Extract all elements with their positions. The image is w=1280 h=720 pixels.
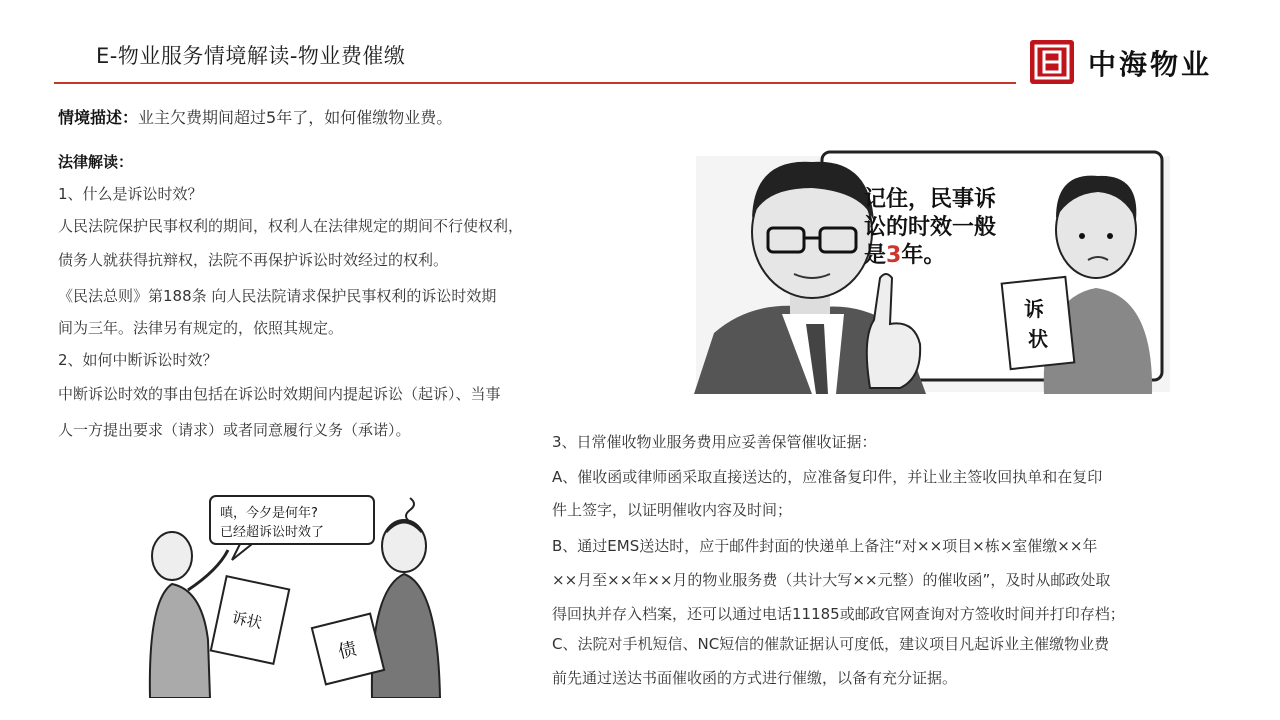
scenario-label: 情境描述： <box>58 108 139 127</box>
complaint-document <box>1002 277 1075 369</box>
scenario-text: 业主欠费期间超过5年了，如何催缴物业费。 <box>138 108 453 127</box>
document-char: 状 <box>1028 327 1048 351</box>
company-logo <box>1030 38 1250 86</box>
question-1: 1、什么是诉讼时效？ <box>58 185 203 203</box>
page-title: E-物业服务情境解读-物业费催缴 <box>96 44 406 68</box>
section-3-line: A、催收函或律师函采取直接送达的，应准备复印件，并让业主签收回执单和在复印 <box>552 468 1103 486</box>
scenario-line <box>58 108 452 128</box>
section-3-line: 前先通过送达书面催收函的方式进行催缴，以备有充分证据。 <box>552 669 958 687</box>
section-3-line: 得回执并存入档案，还可以通过电话11185或邮政官网查询对方签收时间并打印存档； <box>552 605 1125 623</box>
question-2: 2、如何中断诉讼时效？ <box>58 351 218 369</box>
bubble-highlight-number: 3 <box>886 243 902 268</box>
confusion-squiggle-icon <box>406 498 414 522</box>
answer-2-line: 人一方提出要求（请求）或者同意履行义务（承诺）。 <box>58 421 411 439</box>
answer-2-line: 中断诉讼时效的事由包括在诉讼时效期间内提起诉讼（起诉）、当事 <box>58 385 501 403</box>
bubble-text-line: 嗔，今夕是何年? <box>220 506 318 521</box>
logo-text: 中海物业 <box>1088 48 1213 81</box>
comic-statute-illustration <box>148 490 448 698</box>
document-char: 诉 <box>1024 297 1044 321</box>
answer-1-line: 债务人就获得抗辩权，法院不再保护诉讼时效经过的权利。 <box>58 251 449 269</box>
section-3-line: C、法院对手机短信、NC短信的催款证据认可度低，建议项目凡起诉业主催缴物业费 <box>552 635 1110 653</box>
bubble-text-line: 记住，民事诉 <box>864 187 997 212</box>
debt-paper-text: 债 <box>336 638 359 664</box>
bubble-text-line: 是3年。 <box>864 243 946 268</box>
section-3-line: ××月至××年××月的物业服务费（共计大写××元整）的催收函”，及时从邮政处取 <box>552 571 1111 589</box>
comic-lawyer-illustration <box>694 148 1174 394</box>
answer-1-line: 《民法总则》第188条 向人民法院请求保护民事权利的诉讼时效期 <box>58 287 497 305</box>
answer-1-line: 人民法院保护民事权利的期间，权利人在法律规定的期间不行使权利， <box>58 217 524 235</box>
legal-heading: 法律解读： <box>58 153 134 171</box>
answer-1-line: 间为三年。法律另有规定的，依照其规定。 <box>58 319 344 337</box>
section-3-heading: 3、日常催收物业服务费用应妥善保管催收证据： <box>552 433 877 451</box>
logo-mark-icon <box>1030 40 1074 84</box>
statute-paper-text: 诉状 <box>230 608 264 633</box>
bubble-text-line: 讼的时效一般 <box>864 215 997 240</box>
bubble-text-line: 已经超诉讼时效了 <box>220 525 325 540</box>
section-3-line: B、通过EMS送达时，应于邮件封面的快递单上备注“对××项目×栋×室催缴××年 <box>552 537 1098 555</box>
title-divider <box>54 82 1016 84</box>
section-3-line: 件上签字，以证明催收内容及时间； <box>552 501 793 519</box>
